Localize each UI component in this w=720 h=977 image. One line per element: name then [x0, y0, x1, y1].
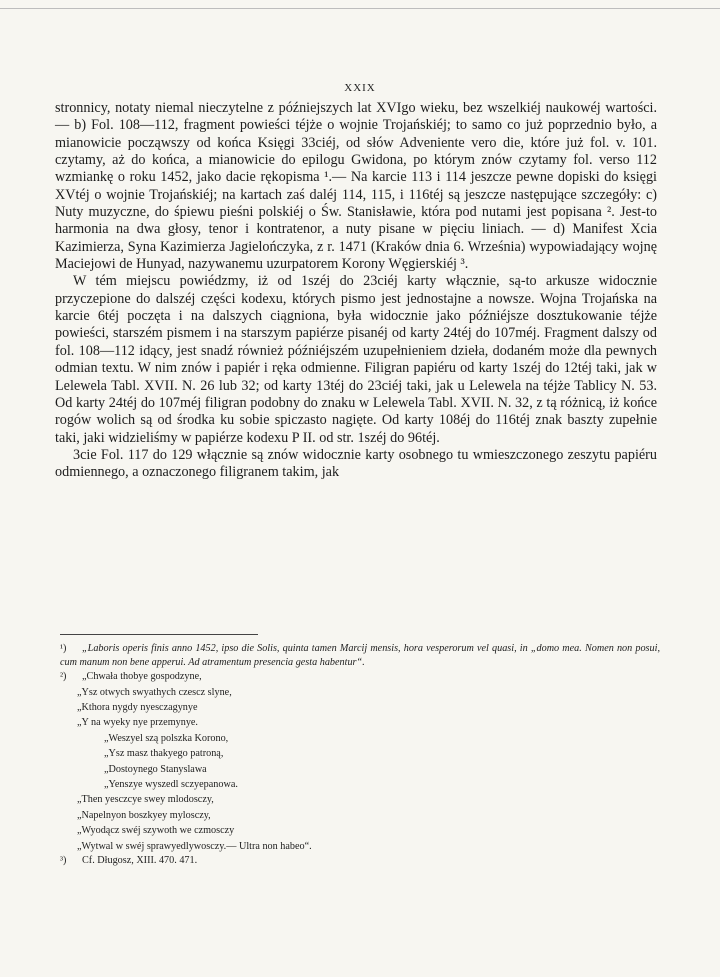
verse-line: „Then yesczcye swey mlodosczy,	[77, 794, 214, 806]
footnote-separator	[60, 634, 258, 635]
verse-line: „Wyodącz swéj szywoth we czmosczy	[77, 825, 235, 837]
paragraph-1: stronnicy, notaty niemal nieczytelne z późniejszych lat XVIgo wieku, bez wszelkiéj naukowéj wartości.— b) Fol. 108—112, fragment powieści téjże o wojnie Trojańskiéj; to samo co już poprzednio było, a mianowicie począwszy od końca Księgi 33ciéj, od słów Adveniente vero die, które już fol. v. 101. czytamy, aż do końca, a mianowicie do epilogu Gwidona, po którym znów czytamy fol. verso 112 wzmiankę o roku 1452, jako dacie rękopisma ¹.— Na karcie 113 i 114 jeszcze pewne dopiski do księgi XVtéj o wojnie Trojańskiéj; na kartach zaś daléj 114, 115, i 116téj są jeszcze następujące szczegóły: c) Nuty muzyczne, do śpiewu pieśni polskiéj o Św. Stanisławie, która pod nutami jest popisana ². Jest-to harmonia na dwa głosy, tenor i kontratenor, a nuty pisane w pięciu liniach. — d) Manifest Xcia Kazimierza, Syna Kazimierza Jagielończyka, z r. 1471 (Kraków dnia 6. Września) wypowiadający wojnę Maciejowi de Hunyad, nazywanemu uzurpatorem Korony Węgierskiéj ³.	[55, 100, 657, 273]
footnote-3-text: Cf. Długosz, XIII. 470. 471.	[82, 855, 198, 867]
verse-line: „Yenszye wyszedl sczyepanowa.	[104, 779, 238, 791]
footnote-1	[60, 642, 660, 669]
footnote-2-line	[60, 669, 660, 684]
footnotes	[60, 642, 660, 868]
verse-line: „Dostoynego Stanyslawa	[104, 763, 207, 775]
footnote-3	[60, 854, 660, 868]
verse-line: „Ysz masz thakyego patroną,	[104, 748, 224, 760]
verse-line: „Y na wyeky nye przemynye.	[77, 717, 198, 729]
verse-line: „Ysz otwych swyathych czescz slyne,	[77, 686, 232, 698]
verse-line: „Chwała thobye gospodzyne,	[82, 671, 202, 683]
top-border-rule	[0, 8, 720, 9]
footnote-2-marker: ²)	[60, 671, 67, 683]
footnote-3-marker: ³)	[60, 855, 67, 867]
paragraph-2: W tém miejscu powiédzmy, iż od 1széj do 23ciéj karty włącznie, są-to arkusze widocznie przyczepione do dalszéj części kodexu, których pismo jest jednostajne a nowsze. Wojna Trojańska na karcie 6téj poczęta i na dalszych ciągniona, była widocznie jako późniéjsze dosztukowanie téjże powieści, starszém pismem i na starszym papiérze pisanéj od karty 24téj do 107méj. Fragment dalszy od fol. 108—112 idący, jest snadź również późniéjszém uzupełnieniem dzieła, dodaném może dla pewnych odmian textu. W nim znów i papiér i ręka odmienne. Filigran papiéru od karty 1széj do 12téj taki, jak w Lelewela Tabl. XVII. N. 26 lub 32; od karty 13téj do 23ciéj taki, jak u Lelewela na téjże Tablicy N. 53. Od karty 24téj do 107méj filigran podobny do znaku w Lelewela Tabl. XVII. N. 32, z tą różnicą, iż końce rogów wolich są od środka ku sobie spiczasto nagięte. Od karty 108éj do 116téj znak baszty zupełnie taki, jaki widzieliśmy w papiérze kodexu P II. od str. 1széj do 96téj.	[55, 273, 657, 446]
main-text	[55, 100, 657, 482]
paragraph-3: 3cie Fol. 117 do 129 włącznie są znów widocznie karty osobnego tu wmieszczonego zeszytu papiéru odmiennego, a oznaczonego filigranem takim, jak	[55, 446, 657, 481]
verse-line: „Wytwal w swéj sprawyedlywosczy.— Ultra non habeo“.	[77, 840, 312, 852]
verse-line: „Napelnyon boszkyey mylosczy,	[77, 809, 211, 821]
verse-line: „Weszyel szą polszka Korono,	[104, 732, 229, 744]
footnote-2	[60, 669, 660, 854]
page-number: XXIX	[344, 82, 376, 94]
footnote-1-marker: ¹)	[60, 643, 67, 654]
footnote-1-text: „Laboris operis finis anno 1452, ipso die Solis, quinta tamen Marcij mensis, hora vesperorum vel quasi, in „domo mea. Nomen non posui, cum manum non bene apperui. Ad atramentum presencia gesta habentur“.	[60, 643, 660, 668]
verse-line: „Kthora nygdy nyesczagynye	[77, 702, 198, 713]
